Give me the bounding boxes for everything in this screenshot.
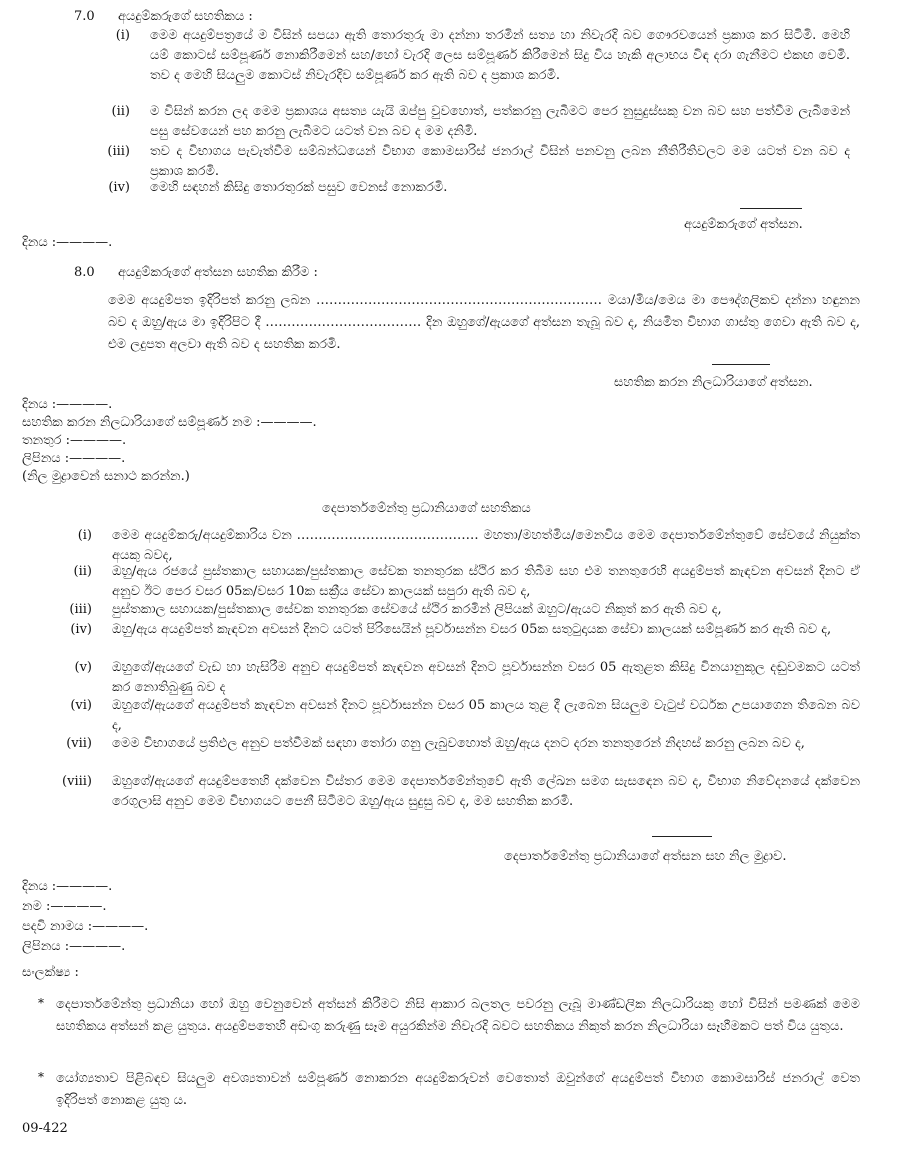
dept-item-4-text: ඔහු/ඇය අයදුම්පත් කැඳවන අවසන් දිනට යටත් පිරිසෙයින් පූර්වාසන්න වසර 05ක සතුටුදායක සේවා කාලයක් සම්පූර්ණ කර ඇති බව ද, <box>112 622 832 637</box>
dept-certificate-title: දෙපාර්තමේන්තු ප්‍රධානියාගේ සහතිකය <box>322 501 531 516</box>
dept-name-field: නම :————. <box>22 899 107 914</box>
notes-title: සංලක්ෂ්‍ය : <box>22 965 79 980</box>
section-8-number: 8.0 <box>74 265 95 280</box>
dept-signature-label: දෙපාර්තමේන්තු ප්‍රධානියාගේ අත්සන සහ නිල මුද්‍රාව. <box>504 849 787 864</box>
s8-signature-line <box>712 364 770 365</box>
s8-officer-name-field: සහතික කරන නිලධාරියාගේ සම්පූර්ණ නම :————. <box>22 415 317 430</box>
dept-item-8-text: ඔහුගේ/ඇයගේ අයදුම්පතෙහි දක්වෙන විස්තර මෙම දෙපාර්තමේන්තුවේ ඇති ලේඛන සමග සැසඳෙන බව ද, විභාග නිවේදනයේ දක්වෙන රෙගුලාසි අනුව මෙම විභාගයට පෙනී සිටීමට ඔහු/ඇය සුදුසු බව ද, මම සහතික කරමි. <box>112 774 860 809</box>
dept-item-2-number: (ii) <box>73 564 92 579</box>
page-code: 09-422 <box>22 1121 68 1136</box>
s8-signature-label: සහතික කරන නිලධාරියාගේ අත්සන. <box>614 375 813 390</box>
s7-signature-label: අයදුම්කරුගේ අත්සන. <box>684 217 803 232</box>
dept-item-1-number: (i) <box>77 528 92 543</box>
note-1-asterisk: * <box>38 996 44 1010</box>
dept-date-field: දිනය :————. <box>22 879 113 894</box>
dept-item-3-number: (iii) <box>69 602 92 617</box>
s7-item-2-number: (ii) <box>111 104 130 119</box>
s8-certification-paragraph: මෙම අයදුම්පත ඉදිරිපත් කරනු ලබන ………………………………………………………… මයා/මිය/මෙය මා පෞද්ගලිකව දන්නා හඳුනන බව ද ඔහු/ඇය මා ඉදිරිපිට දී ……………………………… දින ඔහුගේ/ඇයගේ අත්සන තැබූ බව ද, නියමිත විභාග ගාස්තු ගෙවා ඇති බව ද, එම ලදුපත අලවා ඇති බව ද සහතික කරමි. <box>108 293 860 352</box>
s7-item-3-number: (iii) <box>107 144 130 159</box>
s7-item-3-text: තව ද විභාගය පැවැත්වීම සම්බන්ධයෙන් විභාග කොමසාරිස් ජනරාල් විසින් පනවනු ලබන නීතිරීතිවලට මම යටත් වන බව ද ප්‍රකාශ කරමි. <box>150 144 850 179</box>
note-2-text: යෝග්‍යතාව පිළිබඳව සියලුම අවශ්‍යතාවන් සම්පූර්ණ නොකරන අයදුම්කරුවන් වෙතොත් ඔවුන්ගේ අයදුම්පත් විභාග කොමසාරිස් ජනරාල් වෙත ඉදිරිපත් නොකළ යුතු ය. <box>56 1071 860 1108</box>
dept-signature-line <box>652 836 712 837</box>
dept-item-6-text: ඔහුගේ/ඇයගේ අයදුම්පත් කැඳවන අවසන් දිනට පූර්වාසන්න වසර 05 කාලය තුළ දී ලැබෙන සියලුම වැටුප් වර්ධක උපයාගෙන තිබෙන බව ද, <box>112 698 860 733</box>
s8-date-field: දිනය :————. <box>22 397 113 412</box>
s7-item-1-number: (i) <box>115 28 130 43</box>
dept-item-5-text: ඔහුගේ/ඇයගේ වැඩ හා හැසිරීම අනුව අයදුම්පත් කැඳවන අවසන් දිනට පූර්වාසන්න වසර 05 ඇතුළත කිසිදු විනයානුකූල දඬුවමකට යටත් කර නොතිබුණු බව ද <box>112 660 860 695</box>
section-8-title: අයදුම්කරුගේ අත්සන සහතික කිරීම : <box>118 265 318 280</box>
note-2-asterisk: * <box>38 1070 44 1084</box>
s7-signature-line <box>740 208 802 209</box>
dept-item-2-text: ඔහු/ඇය රජයේ පුස්තකාල සහායක/පුස්තකාල සේවක තනතුරක ස්ථිර කර තිබීම සහ එම තනතුරෙහි අයදුම්පත් කැඳවන අවසන් දිනට ඒ අනුව ඊට පෙර වසර 05ක/වසර 10ක සක්‍රීය සේවා කාලයක් සපුරා ඇති බව ද, <box>112 564 860 599</box>
dept-item-8-number: (viii) <box>62 774 92 789</box>
s7-date-field: දිනය :————. <box>22 235 113 250</box>
dept-item-7-number: (vii) <box>66 736 92 751</box>
dept-item-4-number: (iv) <box>70 622 92 637</box>
s8-seal-note: (නිල මුද්‍රාවෙන් සනාථ කරන්න.) <box>22 469 190 484</box>
dept-item-3-text: පුස්තකාල සහායක/පුස්තකාල සේවක තනතුරක සේවයේ ස්ථිර කරමින් ලිපියක් ඔහුට/ඇයට නිකුත් කර ඇති බව ද, <box>112 602 722 617</box>
dept-designation-field: පදවි නාමය :————. <box>22 919 149 934</box>
s8-address-field: ලිපිනය :————. <box>22 451 126 466</box>
dept-item-6-number: (vi) <box>70 698 92 713</box>
s8-designation-field: තනතුර :————. <box>22 433 127 448</box>
dept-item-1-text: මෙම අයදුම්කරු/අයදුම්කාරිය වන …………………………………… මහතා/මහත්මිය/මෙනවිය මෙම දෙපාර්තමේන්තුවේ සේවයේ නියුක්ත අයකු බවද, <box>112 528 860 563</box>
dept-item-7-text: මෙම විභාගයේ ප්‍රතිඵල අනුව පත්වීමක් සඳහා තෝරා ගනු ලැබුවහොත් ඔහු/ඇය දනට දරන තනතුරෙන් නිදහස් කරනු ලබන බව ද, <box>112 736 805 751</box>
dept-address-field: ලිපිනය :————. <box>22 939 126 954</box>
s7-item-2-text: ම විසින් කරන ලද මෙම ප්‍රකාශය අසත්‍ය යැයි ඔප්පු වුවහොත්, පත්කරනු ලැබීමට පෙර නුසුදුස්සකු වන බව සහ පත්වීම ලැබීමෙන් පසු සේවයෙන් පහ කරනු ලැබීමට යටත් වන බව ද මම දනිමි. <box>150 104 850 139</box>
section-7-title: අයදුම්කරුගේ සහතිකය : <box>118 9 253 24</box>
section-7-number: 7.0 <box>74 9 95 24</box>
s7-item-4-text: මෙහි සඳහන් කිසිදු තොරතුරක් පසුව වෙනස් නොකරමි. <box>150 180 448 195</box>
dept-item-5-number: (v) <box>74 660 92 675</box>
note-1-text: දෙපාර්තමේන්තු ප්‍රධානියා හෝ ඔහු වෙනුවෙන් අත්සන් කිරීමට නිසි ආකාර බලතල පවරනු ලැබූ මාණ්ඩලික නිලධාරියකු හෝ විසින් පමණක් මෙම සහතිකය අත්සන් කළ යුතුය. අයදුම්පතෙහි අඩංගු කරුණු සෑම අයුරකින්ම නිවැරදි බවට සහතිකය නිකුත් කරන නිලධාරියා සෑහීමකට පත් විය යුතුය. <box>56 997 860 1034</box>
s7-item-1-text: මෙම අයදුම්පත්‍රයේ ම විසින් සපයා ඇති තොරතුරු මා දන්නා තරමින් සත්‍ය හා නිවැරදි බව ගෞරවයෙන් ප්‍රකාශ කර සිටිමි. මෙහි යම් කොටස් සම්පූර්ණ නොකිරීමෙන් සහ/හෝ වැරදි ලෙස සම්පූර්ණ කිරීමෙන් සිදු විය හැකි අලාභය විඳ දරා ගැනීමට එකඟ වෙමි. තව ද මෙහි සියලුම කොටස් නිවැරදිව සම්පූර්ණ කර ඇති බව ද ප්‍රකාශ කරමි. <box>150 28 850 83</box>
s7-item-4-number: (iv) <box>108 180 130 195</box>
